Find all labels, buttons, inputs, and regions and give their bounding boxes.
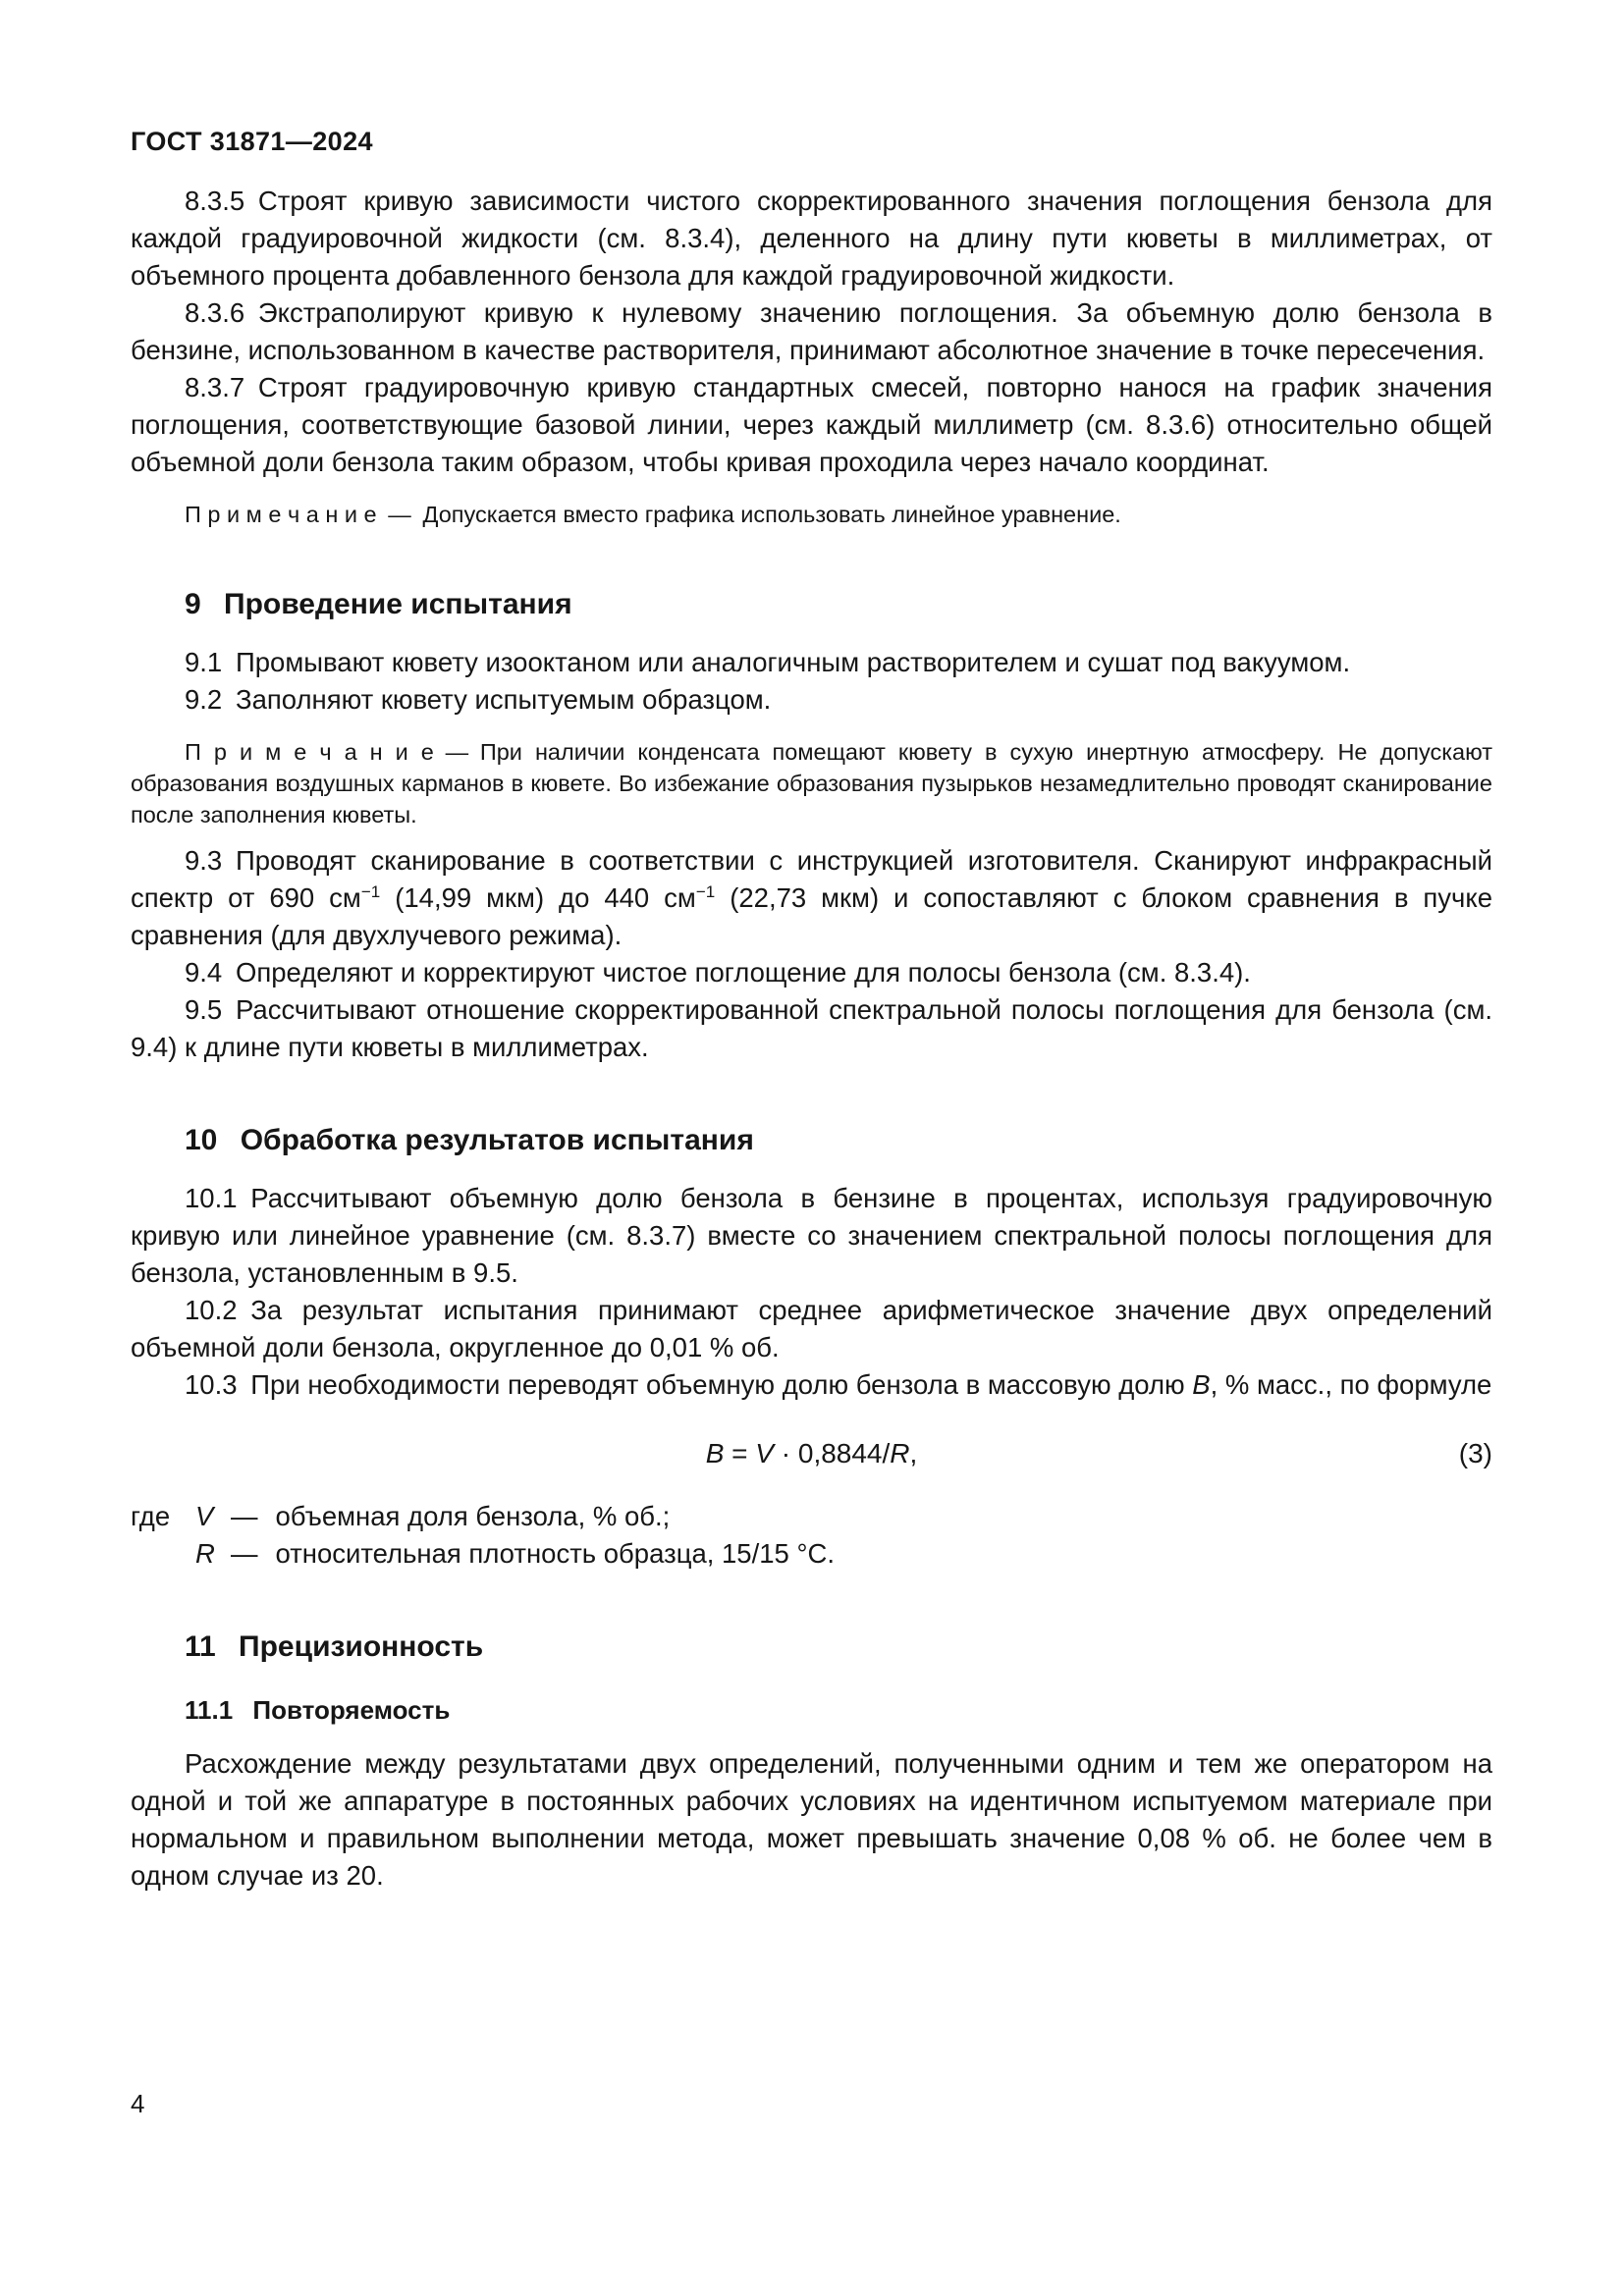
formula-3 bbox=[131, 1435, 1492, 1472]
subsection-11-1-title: 11.1 Повторяемость bbox=[185, 1695, 451, 1725]
paragraph-8-3-6: 8.3.6 Экстраполируют кривую к нулевому значению поглощения. За объемную долю бензола в бензине, использованном в качестве растворителя, принимают абсолютное значение в точке пересечения. bbox=[131, 297, 1492, 365]
superscript-exponent: −1 bbox=[360, 881, 381, 901]
superscript-exponent: −1 bbox=[695, 881, 716, 901]
legend-symbol-r: R bbox=[195, 1538, 215, 1569]
legend-keyword: где bbox=[131, 1501, 171, 1531]
legend-dash: — bbox=[231, 1501, 258, 1531]
paragraph-9-1: 9.1 Промывают кювету изооктаном или аналогичным растворителем и сушат под вакуумом. bbox=[185, 647, 1351, 677]
paragraph-11-1: Расхождение между результатами двух определений, полученными одним и тем же оператором на одной и той же аппаратуре в постоянных рабочих условиях на идентичном испытуемом материале при нормальном и правильном выполнении метода, может превышать значение 0,08 % об. не более чем в одном случае из 20. bbox=[131, 1748, 1492, 1891]
formula-expression bbox=[706, 1438, 918, 1468]
paragraph-8-3-7: 8.3.7 Строят градуировочную кривую стандартных смесей, повторно нанося на график значения поглощения, соответствующие базовой линии, через каждый миллиметр (см. 8.3.6) относительно общей объемной доли бензола таким образом, чтобы кривая проходила через начало координат. bbox=[131, 372, 1492, 477]
paragraph-8-3-5: 8.3.5 Строят кривую зависимости чистого скорректированного значения поглощения бензола для каждой градуировочной жидкости (см. 8.3.4), деленного на длину пути кюветы в миллиметрах, от объемного процента добавленного бензола для каждой градуировочной жидкости. bbox=[131, 186, 1492, 291]
legend-row-r bbox=[131, 1535, 1492, 1573]
formula-number: (3) bbox=[1458, 1438, 1492, 1468]
formula-coefficient: · 0,8844/ bbox=[773, 1438, 891, 1468]
formula-equals: = bbox=[724, 1438, 756, 1468]
paragraph-9-3-text-2: (14,99 мкм) до 440 см bbox=[380, 882, 696, 913]
section-11-title: 11 Прецизионность bbox=[185, 1630, 484, 1663]
paragraph-10-3-text-2: , % масс., по формуле bbox=[1210, 1369, 1492, 1400]
paragraph-9-3-text-1: 9.3 Проводят сканирование в соответствии с инструкцией изготовителя. Сканируют инфракрасный спектр от 690 см bbox=[131, 845, 1492, 913]
note-8-3-7: П р и м е ч а н и е — Допускается вместо графика использовать линейное уравнение. bbox=[185, 502, 1121, 527]
paragraph-9-5: 9.5 Рассчитывают отношение скорректированной спектральной полосы поглощения для бензола (см. 9.4) к длине пути кюветы в миллиметрах. bbox=[131, 994, 1492, 1062]
legend-dash: — bbox=[231, 1538, 258, 1569]
paragraph-10-2: 10.2 За результат испытания принимают среднее арифметическое значение двух определений объемной доли бензола, округленное до 0,01 % об. bbox=[131, 1295, 1492, 1362]
paragraph-9-2: 9.2 Заполняют кювету испытуемым образцом. bbox=[185, 684, 772, 715]
section-10-title: 10 Обработка результатов испытания bbox=[185, 1124, 754, 1156]
formula-var-v: V bbox=[755, 1438, 774, 1468]
formula-var-b: B bbox=[705, 1438, 725, 1468]
variable-b: B bbox=[1192, 1369, 1211, 1400]
formula-legend bbox=[131, 1498, 1492, 1573]
section-9-title: 9 Проведение испытания bbox=[185, 588, 572, 620]
legend-text-v: объемная доля бензола, % об.; bbox=[275, 1501, 671, 1531]
paragraph-9-3-text-3: (22,73 мкм) и сопоставляют с блоком сравнения в пучке сравнения (для двухлучевого режима). bbox=[131, 882, 1493, 950]
paragraph-10-1: 10.1 Рассчитывают объемную долю бензола в бензине в процентах, используя градуировочную кривую или линейное уравнение (см. 8.3.7) вместе со значением спектральной полосы поглощения для бензола, установленным в 9.5. bbox=[131, 1183, 1492, 1288]
formula-var-r: R bbox=[890, 1438, 910, 1468]
page-number: 4 bbox=[131, 2089, 145, 2118]
legend-row-v bbox=[131, 1498, 1492, 1535]
doc-number: ГОСТ 31871—2024 bbox=[131, 127, 373, 156]
legend-symbol-v: V bbox=[195, 1501, 214, 1531]
paragraph-9-4: 9.4 Определяют и корректируют чистое поглощение для полосы бензола (см. 8.3.4). bbox=[185, 957, 1251, 988]
legend-text-r: относительная плотность образца, 15/15 °C. bbox=[275, 1538, 835, 1569]
formula-comma: , bbox=[909, 1438, 918, 1468]
note-9-2: П р и м е ч а н и е — При наличии конденсата помещают кювету в сухую инертную атмосферу. Не допускают образования воздушных карманов в кювете. Во избежание образования пузырьков незамедлительно проводят сканирование после заполнения кюветы. bbox=[131, 739, 1492, 828]
paragraph-9-3 bbox=[131, 842, 1492, 954]
paragraph-10-3 bbox=[131, 1366, 1492, 1404]
paragraph-10-3-text-1: 10.3 При необходимости переводят объемную долю бензола в массовую долю bbox=[185, 1369, 1193, 1400]
